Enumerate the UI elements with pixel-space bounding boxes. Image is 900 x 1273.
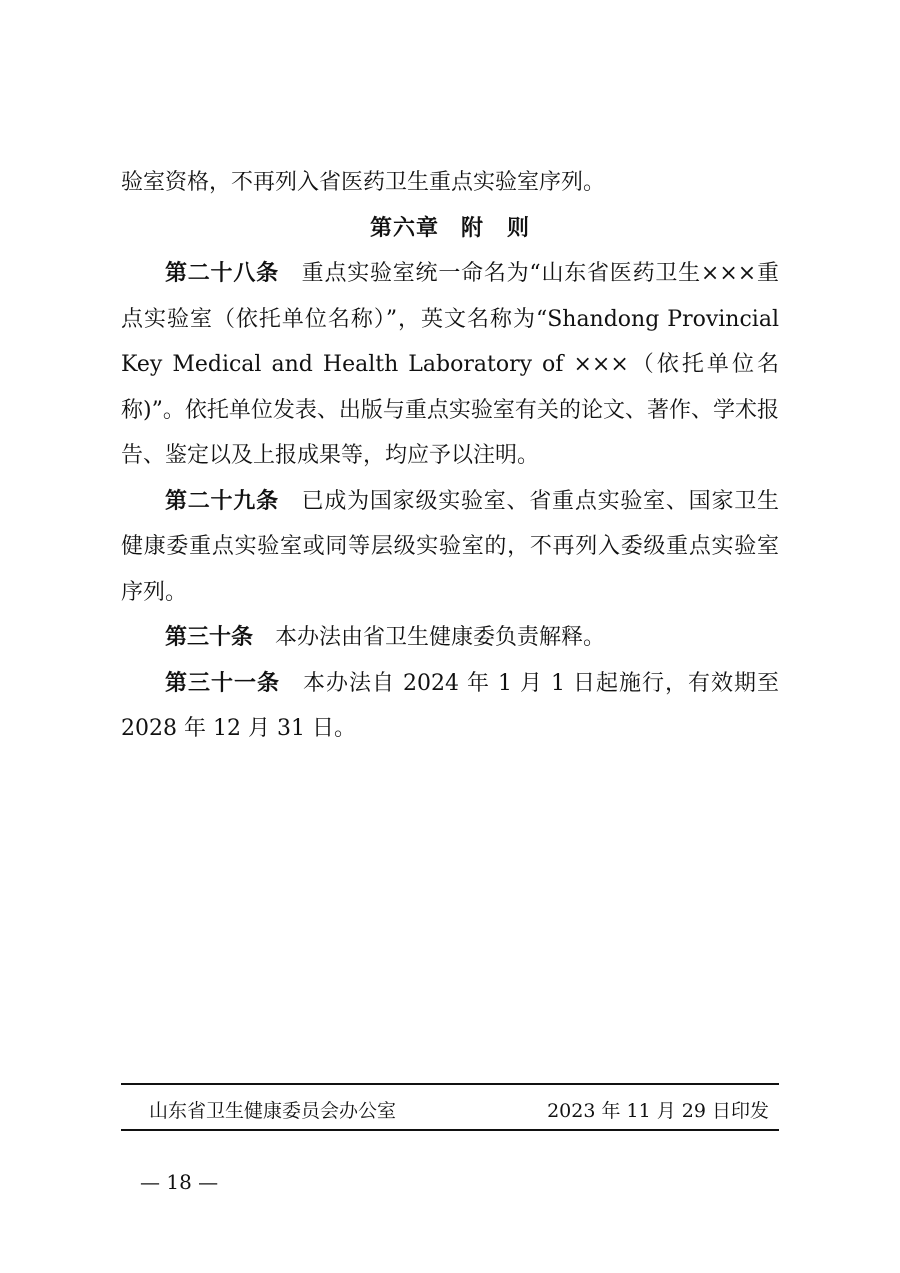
article-label: 第三十条 xyxy=(165,625,254,650)
article-30 xyxy=(121,615,779,661)
article-text: 本办法由省卫生健康委负责解释。 xyxy=(275,625,606,650)
chapter-title: 附 则 xyxy=(461,215,531,241)
article-label: 第二十八条 xyxy=(165,261,279,286)
continuation-paragraph: 验室资格，不再列入省医药卫生重点实验室序列。 xyxy=(121,170,606,195)
issuer-name: 山东省卫生健康委员会办公室 xyxy=(149,1100,397,1122)
article-29 xyxy=(121,479,779,616)
article-text: 本办法自 2024 年 1 月 1 日起施行，有效期至 2028 年 12 月 31 日。 xyxy=(121,670,779,741)
article-31 xyxy=(121,661,779,752)
page-number: — 18 — xyxy=(140,1170,219,1194)
document-body xyxy=(121,160,779,752)
article-28 xyxy=(121,251,779,479)
article-label: 第三十一条 xyxy=(165,670,281,696)
chapter-heading xyxy=(121,206,779,252)
issue-date: 2023 年 11 月 29 日印发 xyxy=(547,1100,769,1122)
issuance-footer xyxy=(121,1083,779,1131)
chapter-label: 第六章 xyxy=(369,215,439,241)
article-text: 重点实验室统一命名为“山东省医药卫生×××重点实验室（依托单位名称）”，英文名称为“Shandong Provincial Key Medical and Health Laboratory of ×××（依托单位名称)”。依托单位发表、出版与重点实验室有关的论文、著作、学术报告、鉴定以及上报成果等，均应予以注明。 xyxy=(121,261,779,468)
article-label: 第二十九条 xyxy=(165,488,279,514)
article-text: 已成为国家级实验室、省重点实验室、国家卫生健康委重点实验室或同等层级实验室的，不再列入委级重点实验室序列。 xyxy=(121,488,779,605)
